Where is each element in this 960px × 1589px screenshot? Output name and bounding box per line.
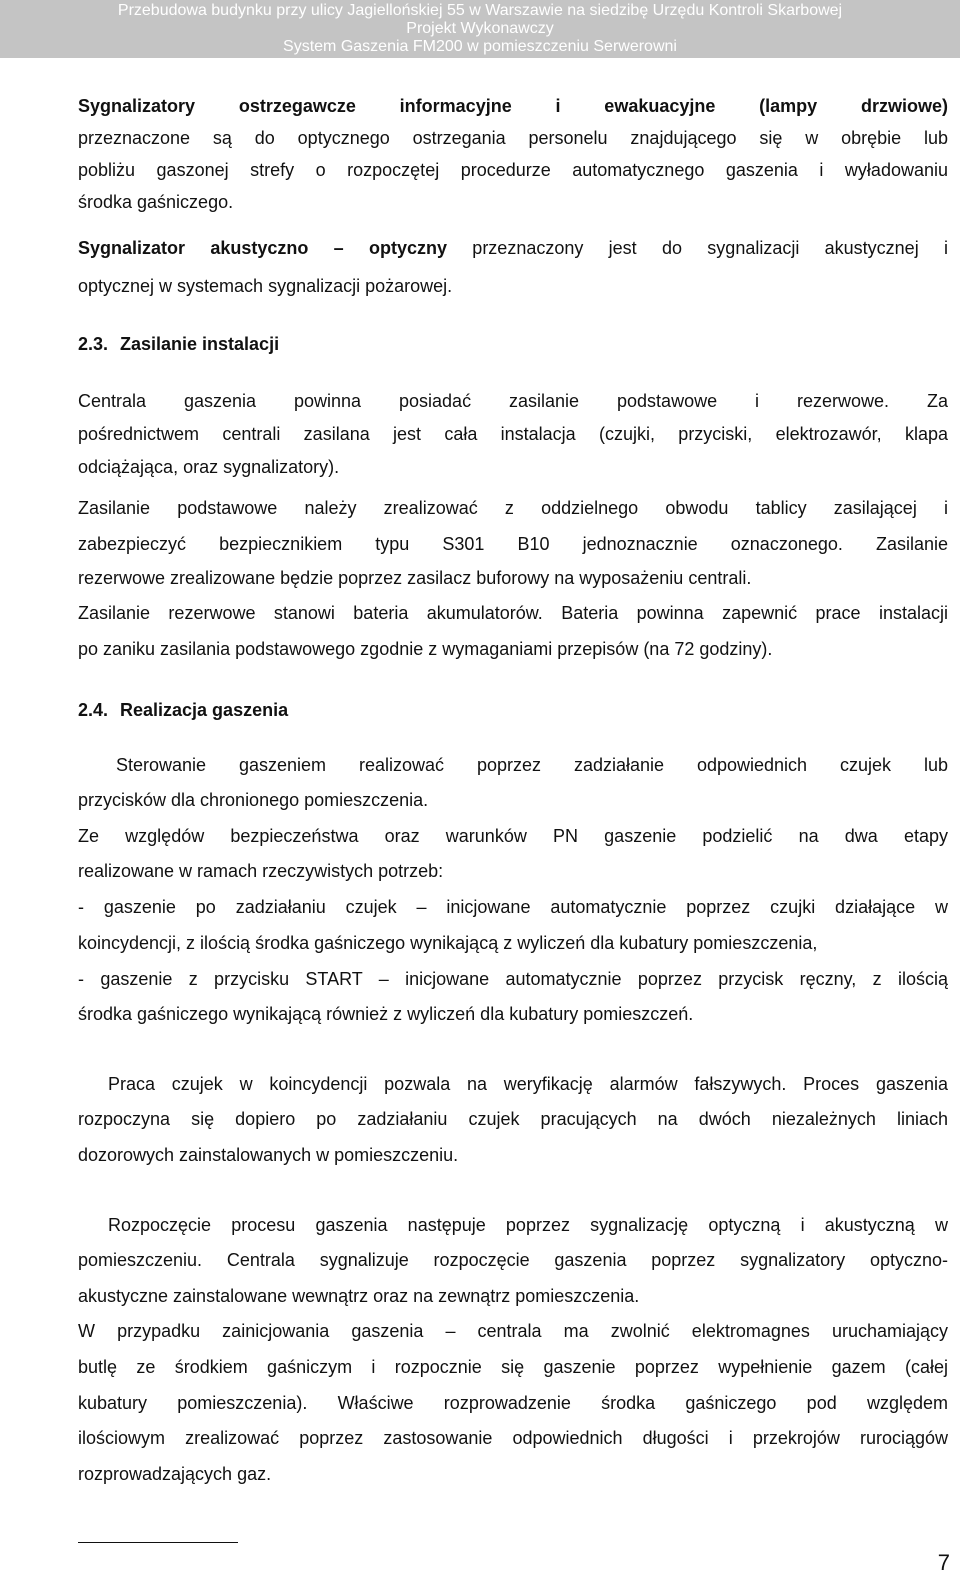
- text-line: rozprowadzających gaz.: [78, 1464, 272, 1484]
- section-number: 2.3.: [78, 334, 109, 354]
- text-line: pobliżu gaszonej strefy o rozpoczętej procedurze automatycznego gaszenia i wyładowaniu: [78, 160, 948, 180]
- text-bold-segment: Sygnalizator akustyczno – optyczny: [78, 238, 447, 258]
- text-line: ilościowym zrealizować poprzez zastosowanie odpowiednich długości i przekrojów rurociągów: [78, 1428, 948, 1448]
- text-line: [78, 235, 948, 261]
- text-line: Rozpoczęcie procesu gaszenia następuje poprzez sygnalizację optyczną i akustyczną w: [108, 1215, 948, 1235]
- text-line: koincydencji, z ilością środka gaśniczego wynikającą z wyliczeń dla kubatury pomieszczenia,: [78, 933, 818, 953]
- text-segment: przeznaczony jest do sygnalizacji akustycznej i: [447, 238, 948, 258]
- document-header: [0, 0, 960, 58]
- text-line: - gaszenie z przycisku START – inicjowane automatycznie poprzez przycisk ręczny, z ilością: [78, 969, 948, 989]
- text-line: środka gaśniczego wynikającą również z wyliczeń dla kubatury pomieszczeń.: [78, 1004, 694, 1024]
- text-line: akustyczne zainstalowane wewnątrz oraz na zewnątrz pomieszczenia.: [78, 1286, 640, 1306]
- text-line: Zasilanie podstawowe należy zrealizować z oddzielnego obwodu tablicy zasilającej i: [78, 498, 948, 518]
- section-heading-2-3: [78, 331, 948, 357]
- text-line: dozorowych zainstalowanych w pomieszczeniu.: [78, 1145, 459, 1165]
- text-line: rezerwowe zrealizowane będzie poprzez zasilacz buforowy na wyposażeniu centrali.: [78, 568, 752, 588]
- header-system-name: System Gaszenia FM200 w pomieszczeniu Serwerowni: [283, 38, 677, 55]
- text-line: Praca czujek w koincydencji pozwala na weryfikację alarmów fałszywych. Proces gaszenia: [108, 1074, 948, 1094]
- section-number: 2.4.: [78, 700, 109, 720]
- text-line: Centrala gaszenia powinna posiadać zasilanie podstawowe i rezerwowe. Za: [78, 391, 948, 411]
- text-line: Sterowanie gaszeniem realizować poprzez zadziałanie odpowiednich czujek lub: [116, 755, 948, 775]
- text-line: Ze względów bezpieczeństwa oraz warunków PN gaszenie podzielić na dwa etapy: [78, 826, 948, 846]
- text-line: pomieszczeniu. Centrala sygnalizuje rozpoczęcie gaszenia poprzez sygnalizatory optyczno-: [78, 1250, 948, 1270]
- text-line: W przypadku zainicjowania gaszenia – centrala ma zwolnić elektromagnes uruchamiający: [78, 1321, 948, 1341]
- text-line: odciążająca, oraz sygnalizatory).: [78, 457, 340, 477]
- text-line: przeznaczone są do optycznego ostrzegania personelu znajdującego się w obrębie lub: [78, 128, 948, 148]
- text-line: Sygnalizatory ostrzegawcze informacyjne i ewakuacyjne (lampy drzwiowe): [78, 96, 948, 116]
- footer-divider: [78, 1542, 238, 1543]
- section-title: Realizacja gaszenia: [120, 700, 289, 720]
- page-number: 7: [937, 1550, 950, 1575]
- text-line: kubatury pomieszczenia). Właściwe rozprowadzenie środka gaśniczego pod względem: [78, 1393, 948, 1413]
- text-line: środka gaśniczego.: [78, 192, 234, 212]
- text-line: - gaszenie po zadziałaniu czujek – inicjowane automatycznie poprzez czujki działające w: [78, 897, 948, 917]
- section-heading-2-4: [78, 697, 948, 723]
- text-line: zabezpieczyć bezpiecznikiem typu S301 B10 jednoznacznie oznaczonego. Zasilanie: [78, 534, 948, 554]
- text-line: rozpoczyna się dopiero po zadziałaniu czujek pracujących na dwóch niezależnych liniach: [78, 1109, 948, 1129]
- text-line: po zaniku zasilania podstawowego zgodnie z wymaganiami przepisów (na 72 godziny).: [78, 639, 773, 659]
- header-project-title: Przebudowa budynku przy ulicy Jagiellońskiej 55 w Warszawie na siedzibę Urzędu Kontroli Skarbowej: [117, 2, 843, 19]
- text-line: Zasilanie rezerwowe stanowi bateria akumulatorów. Bateria powinna zapewnić prace instalacji: [78, 603, 948, 623]
- text-line: pośrednictwem centrali zasilana jest cała instalacja (czujki, przyciski, elektrozawór, klapa: [78, 424, 948, 444]
- text-line: butlę ze środkiem gaśniczym i rozpocznie się gaszenie poprzez wypełnienie gazem (całej: [78, 1357, 948, 1377]
- header-project-stage: Projekt Wykonawczy: [406, 20, 554, 37]
- text-line: realizowane w ramach rzeczywistych potrzeb:: [78, 861, 444, 881]
- text-line: przycisków dla chronionego pomieszczenia.: [78, 790, 429, 810]
- section-title: Zasilanie instalacji: [120, 334, 280, 354]
- text-line: optycznej w systemach sygnalizacji pożarowej.: [78, 276, 453, 296]
